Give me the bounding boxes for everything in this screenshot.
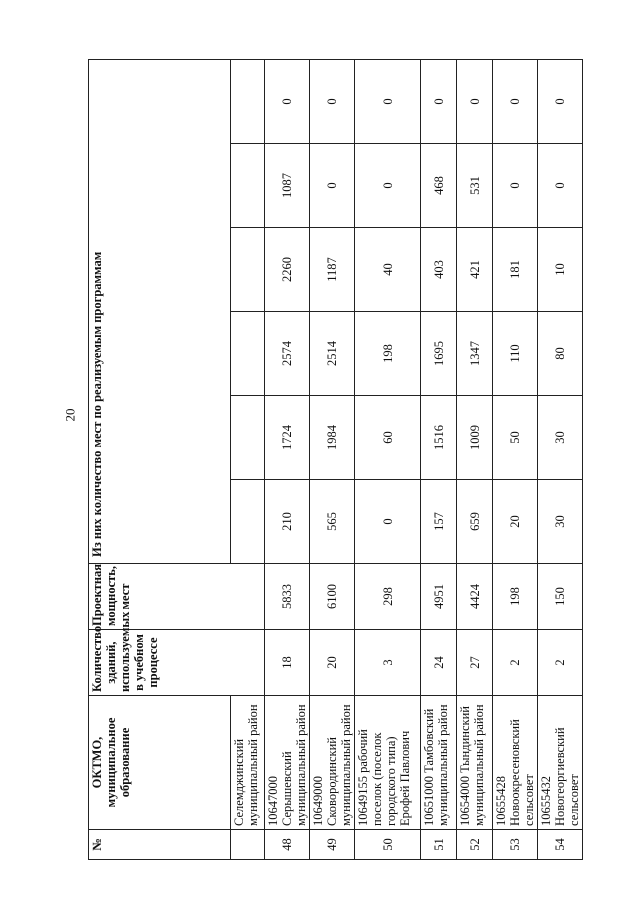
continuation-num: [231, 830, 265, 860]
row-program-1: 157: [421, 480, 457, 564]
table-row: [493, 59, 538, 859]
row-name: 10655428 Новоокресеновский сельсовет: [493, 696, 538, 830]
row-program-1: 20: [493, 480, 538, 564]
row-program-5: 0: [538, 144, 583, 228]
row-buildings: 2: [493, 630, 538, 696]
header-capacity: Проектная мощность, мест: [89, 564, 265, 630]
continuation-name: Селемджинский муниципальный район: [231, 696, 265, 830]
data-table: [88, 59, 583, 860]
table-row: [421, 59, 457, 859]
table-frame: [88, 60, 581, 860]
row-buildings: 20: [310, 630, 355, 696]
row-program-5: 468: [421, 144, 457, 228]
row-program-4: 181: [493, 228, 538, 312]
row-program-6: 0: [493, 59, 538, 143]
row-program-3: 2574: [265, 312, 310, 396]
table-row: [265, 59, 310, 859]
row-capacity: 6100: [310, 564, 355, 630]
row-capacity: 4424: [457, 564, 493, 630]
row-num: 49: [310, 830, 355, 860]
row-program-2: 30: [538, 396, 583, 480]
rotated-table-wrapper: [88, 60, 581, 860]
page-number: [58, 398, 82, 432]
row-program-1: 210: [265, 480, 310, 564]
row-name: 10649000 Сковородинский муниципальный район: [310, 696, 355, 830]
table-row: [310, 59, 355, 859]
row-program-2: 1724: [265, 396, 310, 480]
row-program-4: 403: [421, 228, 457, 312]
header-buildings: Количество зданий, используемых в учебном процессе: [89, 630, 265, 696]
row-program-4: 421: [457, 228, 493, 312]
row-program-6: 0: [355, 59, 421, 143]
table-row: [538, 59, 583, 859]
row-program-4: 40: [355, 228, 421, 312]
row-num: 48: [265, 830, 310, 860]
row-num: 52: [457, 830, 493, 860]
row-capacity: 198: [493, 564, 538, 630]
row-program-2: 50: [493, 396, 538, 480]
program-subheader-3: [231, 312, 265, 396]
row-buildings: 24: [421, 630, 457, 696]
row-program-1: 565: [310, 480, 355, 564]
row-program-2: 1009: [457, 396, 493, 480]
table-row: [355, 59, 421, 859]
continuation-row: [231, 59, 265, 859]
row-buildings: 27: [457, 630, 493, 696]
row-program-2: 1516: [421, 396, 457, 480]
row-program-6: 0: [265, 59, 310, 143]
row-program-3: 110: [493, 312, 538, 396]
program-subheader-5: [231, 144, 265, 228]
row-num: 54: [538, 830, 583, 860]
row-program-5: 0: [355, 144, 421, 228]
row-num: 50: [355, 830, 421, 860]
row-name: 10647000 Серышевский муниципальный район: [265, 696, 310, 830]
program-subheader-6: [231, 59, 265, 143]
row-buildings: 18: [265, 630, 310, 696]
row-program-3: 2514: [310, 312, 355, 396]
row-num: 51: [421, 830, 457, 860]
row-num: 53: [493, 830, 538, 860]
row-buildings: 3: [355, 630, 421, 696]
table-row: [457, 59, 493, 859]
row-program-1: 30: [538, 480, 583, 564]
row-capacity: 150: [538, 564, 583, 630]
row-program-6: 0: [457, 59, 493, 143]
header-oktmo: ОКТМО, муниципальное образование: [89, 696, 231, 830]
row-capacity: 4951: [421, 564, 457, 630]
row-program-5: 0: [310, 144, 355, 228]
row-name: 10655432 Новогеоргиевский сельсовет: [538, 696, 583, 830]
row-program-2: 1984: [310, 396, 355, 480]
row-name: 10649155 рабочий поселок (поселок городского типа) Ерофей Павлович: [355, 696, 421, 830]
row-program-4: 1187: [310, 228, 355, 312]
row-program-3: 80: [538, 312, 583, 396]
row-program-5: 531: [457, 144, 493, 228]
row-capacity: 5833: [265, 564, 310, 630]
row-program-6: 0: [421, 59, 457, 143]
row-program-4: 2260: [265, 228, 310, 312]
program-subheader-2: [231, 396, 265, 480]
row-program-5: 1087: [265, 144, 310, 228]
header-row: [89, 59, 231, 859]
row-program-1: 659: [457, 480, 493, 564]
row-program-2: 60: [355, 396, 421, 480]
program-subheader-4: [231, 228, 265, 312]
row-program-4: 10: [538, 228, 583, 312]
page-number-text: 20: [62, 408, 77, 422]
row-capacity: 298: [355, 564, 421, 630]
row-name: 10651000 Тамбовский муниципальный район: [421, 696, 457, 830]
row-program-6: 0: [538, 59, 583, 143]
row-program-3: 1347: [457, 312, 493, 396]
row-program-3: 198: [355, 312, 421, 396]
row-program-1: 0: [355, 480, 421, 564]
row-program-6: 0: [310, 59, 355, 143]
row-buildings: 2: [538, 630, 583, 696]
row-program-3: 1695: [421, 312, 457, 396]
program-subheader-1: [231, 480, 265, 564]
header-programs: Из них количество мест по реализуемым программам: [89, 59, 231, 563]
row-name: 10654000 Тындинский муниципальный район: [457, 696, 493, 830]
row-program-5: 0: [493, 144, 538, 228]
header-num: №: [89, 830, 231, 860]
